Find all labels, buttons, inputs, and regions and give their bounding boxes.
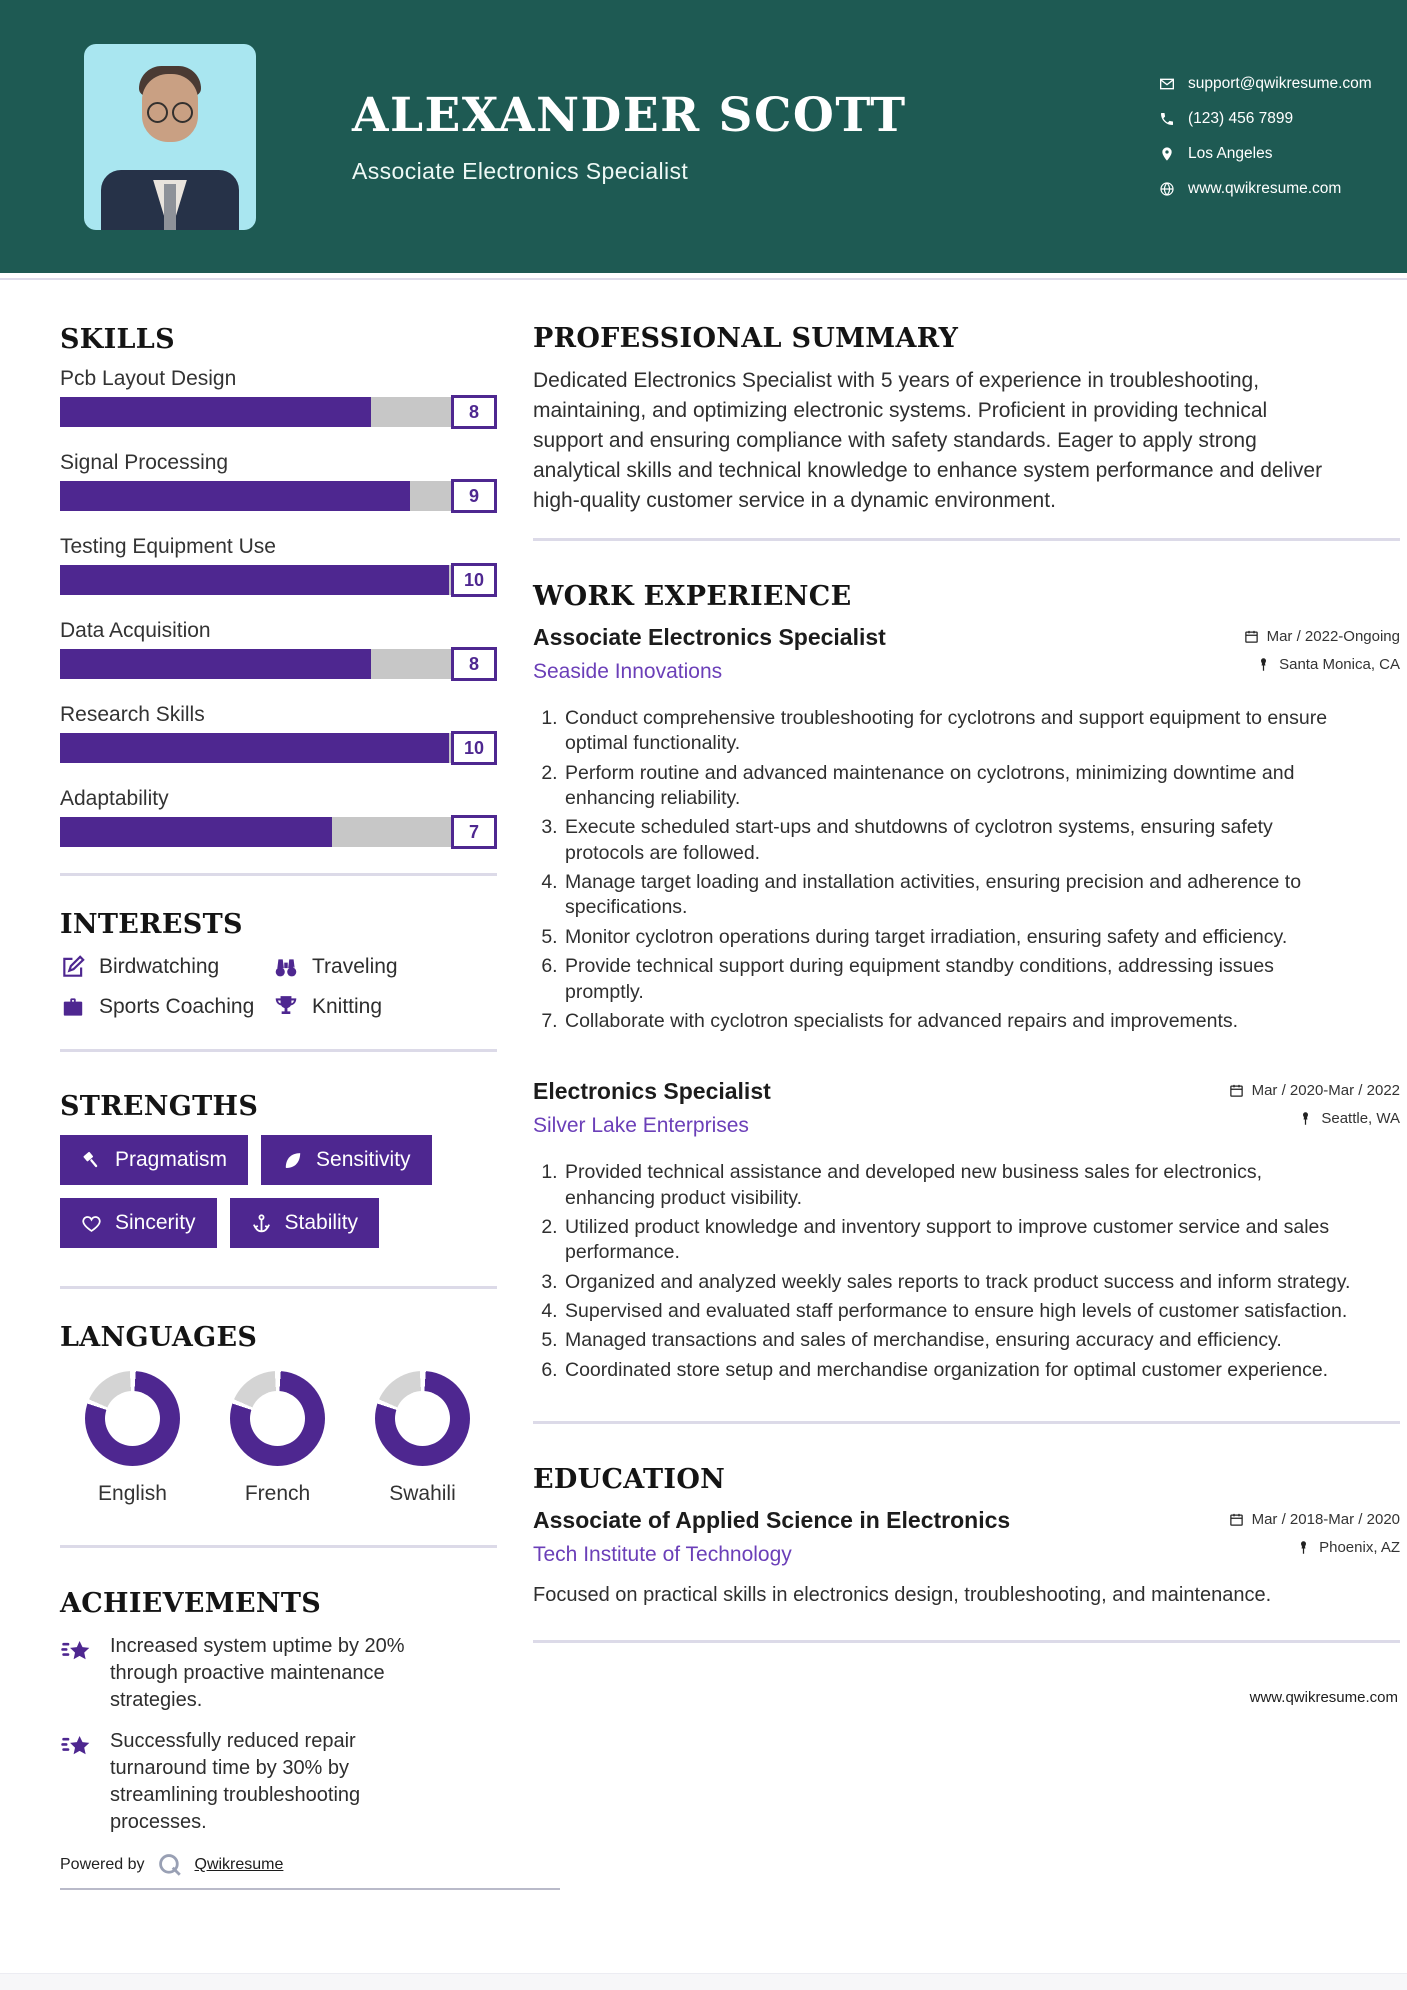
skill-value-badge: 9: [451, 479, 497, 513]
language-donut-chart: [230, 1371, 325, 1466]
interest-item: [273, 994, 497, 1020]
job-date-text: Mar / 2022-Ongoing: [1266, 628, 1400, 646]
interest-label: Knitting: [312, 995, 383, 1018]
skill-label: Adaptability: [60, 787, 169, 810]
language-donut-chart: [85, 1371, 180, 1466]
work-experience-section: [533, 581, 1400, 1383]
summary-heading: PROFESSIONAL SUMMARY: [533, 323, 959, 354]
contact-text: support@qwikresume.com: [1188, 75, 1372, 92]
divider: [533, 1640, 1400, 1643]
divider: [60, 1049, 497, 1052]
skill-value-badge: 10: [451, 563, 497, 597]
interest-label: Birdwatching: [99, 955, 220, 978]
strength-badge: [60, 1198, 217, 1248]
strength-label: Stability: [284, 1211, 359, 1234]
person-name: ALEXANDER SCOTT: [352, 88, 907, 143]
right-column: [533, 280, 1400, 1890]
job-bullet: 2. Utilized product knowledge and inventory support to improve customer service and sales performance.: [563, 1215, 1353, 1266]
jobs-list: [533, 624, 1400, 1383]
skill-bar-track: [60, 565, 497, 595]
shooting-star-icon: [60, 1730, 94, 1764]
skill-value-badge: 7: [451, 815, 497, 849]
achievements-section: [60, 1588, 497, 1836]
education-location: [1296, 1539, 1400, 1556]
education-location-text: Phoenix, AZ: [1319, 1538, 1400, 1556]
job-bullet: 3. Organized and analyzed weekly sales reports to track product success and inform strategy.: [563, 1270, 1353, 1295]
education-school-link[interactable]: Tech Institute of Technology: [533, 1542, 792, 1566]
globe-icon: [1159, 181, 1175, 197]
contact-item[interactable]: [1159, 145, 1397, 163]
skill-label: Research Skills: [60, 703, 205, 726]
job-company-link[interactable]: Silver Lake Enterprises: [533, 1114, 749, 1138]
job-bullet: 7. Collaborate with cyclotron specialists for advanced repairs and improvements.: [563, 1009, 1353, 1034]
interest-item: [60, 954, 273, 980]
contact-text: (123) 456 7899: [1188, 110, 1294, 127]
skill-bar-fill: [60, 649, 371, 679]
interest-label: Traveling: [312, 955, 398, 978]
job-bullet: 6. Provide technical support during equipment standby conditions, addressing issues promptly.: [563, 954, 1353, 1005]
education-entry: [533, 1507, 1400, 1610]
pin-icon: [1296, 1540, 1311, 1555]
job-bullet: 1. Provided technical assistance and developed new business sales for electronics, enhancing product visibility.: [563, 1160, 1353, 1211]
interest-item: [273, 954, 497, 980]
gavel-icon: [81, 1150, 102, 1171]
interest-label: Sports Coaching: [99, 995, 255, 1018]
heart-icon: [81, 1213, 102, 1234]
job-entry: [533, 1078, 1400, 1383]
avatar-tie: [164, 184, 176, 230]
strength-badge: [261, 1135, 432, 1185]
strength-badge: [60, 1135, 248, 1185]
strengths-section: [60, 1091, 497, 1248]
skill-bar-fill: [60, 817, 332, 847]
divider: [533, 1421, 1400, 1424]
contact-list: [1159, 75, 1397, 198]
shooting-star-icon: [60, 1635, 94, 1669]
language-item: [60, 1371, 205, 1506]
calendar-icon: [1229, 1512, 1244, 1527]
skill-row: [60, 367, 497, 427]
skill-bar-track: [60, 817, 497, 847]
interest-item: [60, 994, 273, 1020]
avatar-glasses: [144, 102, 196, 120]
job-title: Electronics Specialist: [533, 1078, 771, 1105]
summary-section: [533, 323, 1400, 516]
skills-section: [60, 324, 497, 847]
powered-by-label: Powered by: [60, 1856, 145, 1873]
job-location: [1298, 1110, 1400, 1127]
education-date: [1229, 1511, 1400, 1528]
job-bullet: 2. Perform routine and advanced maintenance on cyclotrons, minimizing downtime and enhancing reliability.: [563, 761, 1353, 812]
achievement-item: [60, 1728, 497, 1836]
skill-value-badge: 8: [451, 647, 497, 681]
language-item: [350, 1371, 495, 1506]
strength-label: Sensitivity: [316, 1148, 411, 1171]
qwikresume-link[interactable]: Qwikresume: [194, 1856, 284, 1873]
bottom-band: [0, 1973, 1407, 1990]
skill-label: Pcb Layout Design: [60, 367, 237, 390]
achievements-heading: ACHIEVEMENTS: [60, 1588, 322, 1619]
contact-item[interactable]: [1159, 110, 1397, 128]
skill-label: Signal Processing: [60, 451, 229, 474]
skill-row: [60, 619, 497, 679]
anchor-icon: [251, 1213, 272, 1234]
job-company-link[interactable]: Seaside Innovations: [533, 660, 723, 684]
work-experience-heading: WORK EXPERIENCE: [533, 581, 852, 613]
left-column: [60, 280, 497, 1890]
skill-row: [60, 451, 497, 511]
trophy-icon: [273, 994, 299, 1020]
achievements-list: [60, 1633, 497, 1836]
skill-value-badge: 10: [451, 731, 497, 765]
job-date: [1229, 1082, 1400, 1099]
powered-by: [60, 1852, 560, 1890]
pin-icon: [1298, 1111, 1313, 1126]
contact-item[interactable]: [1159, 180, 1397, 198]
job-bullet-list: [533, 706, 1353, 1034]
skill-bar-track: [60, 649, 497, 679]
divider: [533, 538, 1400, 541]
interests-list: [60, 954, 497, 1020]
education-section: [533, 1464, 1400, 1610]
job-entry: [533, 624, 1400, 1034]
person-title: Associate Electronics Specialist: [352, 158, 689, 184]
skill-row: [60, 535, 497, 595]
leaf-icon: [282, 1150, 303, 1171]
language-label: English: [98, 1482, 167, 1505]
divider: [60, 873, 497, 876]
location-icon: [1159, 146, 1175, 162]
interests-heading: INTERESTS: [60, 909, 243, 940]
summary-text: Dedicated Electronics Specialist with 5 years of experience in troubleshooting, maintaining, and optimizing electronic systems. Proficient in providing technical support and ensuring compliance with safety standards. Eager to apply strong analytical skills and technical knowledge to enhance system performance and deliver high-quality customer service in a dynamic environment.: [533, 369, 1323, 513]
skill-label: Data Acquisition: [60, 619, 211, 642]
calendar-icon: [1229, 1083, 1244, 1098]
skill-value-badge: 8: [451, 395, 497, 429]
contact-text: www.qwikresume.com: [1188, 180, 1342, 197]
q-logo-icon: [157, 1852, 183, 1878]
job-location: [1256, 656, 1400, 673]
job-location-text: Seattle, WA: [1321, 1110, 1400, 1128]
strength-label: Sincerity: [115, 1211, 196, 1234]
skill-row: [60, 703, 497, 763]
job-bullet: 3. Execute scheduled start-ups and shutdowns of cyclotron systems, ensuring safety protocols are followed.: [563, 815, 1353, 866]
job-title: Associate Electronics Specialist: [533, 624, 886, 651]
skills-list: [60, 367, 497, 847]
envelope-icon: [1159, 76, 1175, 92]
job-date-text: Mar / 2020-Mar / 2022: [1251, 1082, 1400, 1100]
skill-bar-track: [60, 481, 497, 511]
skill-bar-track: [60, 397, 497, 427]
divider: [60, 1286, 497, 1289]
phone-icon: [1159, 111, 1175, 127]
achievement-text: Successfully reduced repair turnaround time by 30% by streamlining troubleshooting processes.: [110, 1730, 361, 1833]
header: [0, 0, 1407, 273]
strengths-list: [60, 1135, 497, 1248]
skill-bar-fill: [60, 733, 449, 763]
achievement-text: Increased system uptime by 20% through proactive maintenance strategies.: [110, 1635, 405, 1711]
job-bullet: 6. Coordinated store setup and merchandise organization for optimal customer experience.: [563, 1358, 1353, 1383]
achievement-item: [60, 1633, 497, 1714]
strength-label: Pragmatism: [115, 1148, 228, 1171]
divider: [60, 1545, 497, 1548]
skill-label: Testing Equipment Use: [60, 535, 276, 558]
skill-bar-track: [60, 733, 497, 763]
education-degree: Associate of Applied Science in Electronics: [533, 1506, 1011, 1533]
strengths-heading: STRENGTHS: [60, 1091, 259, 1122]
skill-row: [60, 787, 497, 847]
languages-list: [60, 1371, 497, 1506]
briefcase-icon: [60, 994, 86, 1020]
education-heading: EDUCATION: [533, 1463, 726, 1495]
contact-text: Los Angeles: [1188, 145, 1273, 162]
skill-bar-fill: [60, 397, 371, 427]
footer-website: www.qwikresume.com: [1249, 1688, 1398, 1706]
education-date-text: Mar / 2018-Mar / 2020: [1251, 1510, 1400, 1528]
job-bullet: 4. Supervised and evaluated staff performance to ensure high levels of customer satisfaction.: [563, 1299, 1353, 1324]
binoculars-icon: [273, 954, 299, 980]
job-date: [1244, 628, 1400, 645]
job-bullet: 1. Conduct comprehensive troubleshooting for cyclotrons and support equipment to ensure optimal functionality.: [563, 706, 1353, 757]
language-donut-chart: [375, 1371, 470, 1466]
job-bullet: 5. Managed transactions and sales of merchandise, ensuring accuracy and efficiency.: [563, 1328, 1353, 1353]
education-list: [533, 1507, 1400, 1610]
job-location-text: Santa Monica, CA: [1279, 656, 1400, 674]
languages-heading: LANGUAGES: [60, 1322, 258, 1353]
skill-bar-fill: [60, 565, 449, 595]
strength-badge: [230, 1198, 380, 1248]
skill-bar-fill: [60, 481, 410, 511]
job-bullet: 5. Monitor cyclotron operations during target irradiation, ensuring safety and efficiency.: [563, 925, 1353, 950]
interests-section: [60, 909, 497, 1020]
pin-icon: [1256, 657, 1271, 672]
skills-heading: SKILLS: [60, 324, 175, 355]
job-bullet-list: [533, 1160, 1353, 1383]
edit-icon: [60, 954, 86, 980]
languages-section: [60, 1322, 497, 1506]
calendar-icon: [1244, 629, 1259, 644]
language-label: Swahili: [389, 1482, 456, 1505]
language-label: French: [244, 1482, 311, 1505]
education-description: Focused on practical skills in electronics design, troubleshooting, and maintenance.: [533, 1583, 1272, 1606]
language-item: [205, 1371, 350, 1506]
contact-item[interactable]: [1159, 75, 1397, 93]
profile-photo: [84, 44, 256, 230]
job-bullet: 4. Manage target loading and installation activities, ensuring precision and adherence to specifications.: [563, 870, 1353, 921]
